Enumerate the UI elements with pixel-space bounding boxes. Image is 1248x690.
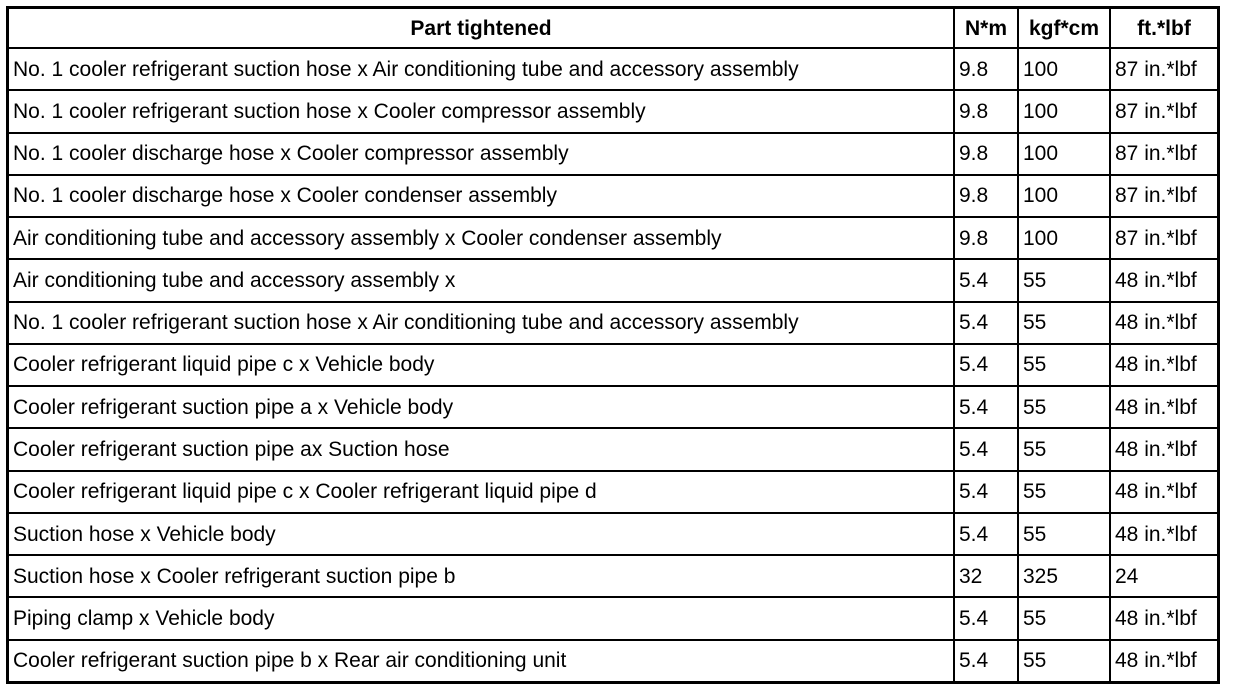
- cell-nm: 5.4: [954, 640, 1018, 681]
- cell-part-tightened: Air conditioning tube and accessory assembly x Cooler condenser assembly: [9, 217, 954, 259]
- table-row: [9, 175, 1217, 217]
- cell-part-tightened: Cooler refrigerant suction pipe b x Rear air conditioning unit: [9, 640, 954, 681]
- cell-part-tightened: Suction hose x Cooler refrigerant suction pipe b: [9, 555, 954, 597]
- cell-nm: 5.4: [954, 259, 1018, 301]
- cell-part-tightened: Cooler refrigerant liquid pipe c x Vehicle body: [9, 344, 954, 386]
- cell-part-tightened: No. 1 cooler refrigerant suction hose x Air conditioning tube and accessory assembly: [9, 302, 954, 344]
- cell-kgf-cm: 55: [1018, 471, 1110, 513]
- table-row: [9, 217, 1217, 259]
- cell-part-tightened: Cooler refrigerant liquid pipe c x Cooler refrigerant liquid pipe d: [9, 471, 954, 513]
- cell-ft-lbf: 48 in.*lbf: [1110, 386, 1217, 428]
- cell-ft-lbf: 87 in.*lbf: [1110, 217, 1217, 259]
- cell-nm: 5.4: [954, 513, 1018, 555]
- cell-part-tightened: Cooler refrigerant suction pipe a x Vehicle body: [9, 386, 954, 428]
- table-row: [9, 640, 1217, 681]
- cell-ft-lbf: 48 in.*lbf: [1110, 597, 1217, 639]
- table-row: [9, 259, 1217, 301]
- cell-ft-lbf: 48 in.*lbf: [1110, 259, 1217, 301]
- cell-ft-lbf: 48 in.*lbf: [1110, 344, 1217, 386]
- cell-nm: 9.8: [954, 48, 1018, 90]
- cell-ft-lbf: 48 in.*lbf: [1110, 302, 1217, 344]
- cell-part-tightened: No. 1 cooler discharge hose x Cooler compressor assembly: [9, 133, 954, 175]
- cell-nm: 5.4: [954, 344, 1018, 386]
- cell-nm: 9.8: [954, 175, 1018, 217]
- table-row: [9, 302, 1217, 344]
- cell-nm: 5.4: [954, 597, 1018, 639]
- cell-kgf-cm: 325: [1018, 555, 1110, 597]
- cell-kgf-cm: 100: [1018, 175, 1110, 217]
- torque-spec-table-container: [6, 6, 1220, 684]
- cell-ft-lbf: 48 in.*lbf: [1110, 428, 1217, 470]
- cell-ft-lbf: 87 in.*lbf: [1110, 133, 1217, 175]
- cell-part-tightened: Air conditioning tube and accessory assembly x: [9, 259, 954, 301]
- table-header-row: [9, 9, 1217, 48]
- cell-part-tightened: Cooler refrigerant suction pipe ax Suction hose: [9, 428, 954, 470]
- header-part-tightened: Part tightened: [9, 9, 954, 48]
- table-row: [9, 597, 1217, 639]
- table-row: [9, 90, 1217, 132]
- cell-part-tightened: No. 1 cooler refrigerant suction hose x Air conditioning tube and accessory assembly: [9, 48, 954, 90]
- cell-ft-lbf: 87 in.*lbf: [1110, 48, 1217, 90]
- cell-kgf-cm: 55: [1018, 344, 1110, 386]
- cell-kgf-cm: 55: [1018, 302, 1110, 344]
- table-row: [9, 133, 1217, 175]
- cell-ft-lbf: 24: [1110, 555, 1217, 597]
- cell-part-tightened: Suction hose x Vehicle body: [9, 513, 954, 555]
- table-row: [9, 48, 1217, 90]
- cell-part-tightened: Piping clamp x Vehicle body: [9, 597, 954, 639]
- torque-spec-table: [9, 9, 1217, 681]
- cell-nm: 9.8: [954, 217, 1018, 259]
- cell-ft-lbf: 48 in.*lbf: [1110, 471, 1217, 513]
- cell-part-tightened: No. 1 cooler discharge hose x Cooler condenser assembly: [9, 175, 954, 217]
- table-row: [9, 344, 1217, 386]
- table-row: [9, 555, 1217, 597]
- cell-kgf-cm: 55: [1018, 640, 1110, 681]
- cell-nm: 5.4: [954, 428, 1018, 470]
- cell-kgf-cm: 100: [1018, 48, 1110, 90]
- cell-nm: 5.4: [954, 302, 1018, 344]
- cell-kgf-cm: 55: [1018, 597, 1110, 639]
- cell-kgf-cm: 55: [1018, 259, 1110, 301]
- cell-ft-lbf: 48 in.*lbf: [1110, 513, 1217, 555]
- cell-nm: 9.8: [954, 133, 1018, 175]
- cell-kgf-cm: 55: [1018, 386, 1110, 428]
- cell-nm: 5.4: [954, 471, 1018, 513]
- cell-kgf-cm: 100: [1018, 217, 1110, 259]
- cell-part-tightened: No. 1 cooler refrigerant suction hose x Cooler compressor assembly: [9, 90, 954, 132]
- header-kgf-cm: kgf*cm: [1018, 9, 1110, 48]
- table-row: [9, 428, 1217, 470]
- table-row: [9, 386, 1217, 428]
- cell-ft-lbf: 87 in.*lbf: [1110, 175, 1217, 217]
- cell-kgf-cm: 55: [1018, 513, 1110, 555]
- cell-ft-lbf: 87 in.*lbf: [1110, 90, 1217, 132]
- table-row: [9, 513, 1217, 555]
- cell-nm: 5.4: [954, 386, 1018, 428]
- table-row: [9, 471, 1217, 513]
- cell-nm: 9.8: [954, 90, 1018, 132]
- cell-ft-lbf: 48 in.*lbf: [1110, 640, 1217, 681]
- header-nm: N*m: [954, 9, 1018, 48]
- cell-kgf-cm: 100: [1018, 133, 1110, 175]
- cell-nm: 32: [954, 555, 1018, 597]
- cell-kgf-cm: 55: [1018, 428, 1110, 470]
- table-body: [9, 48, 1217, 681]
- header-ft-lbf: ft.*lbf: [1110, 9, 1217, 48]
- cell-kgf-cm: 100: [1018, 90, 1110, 132]
